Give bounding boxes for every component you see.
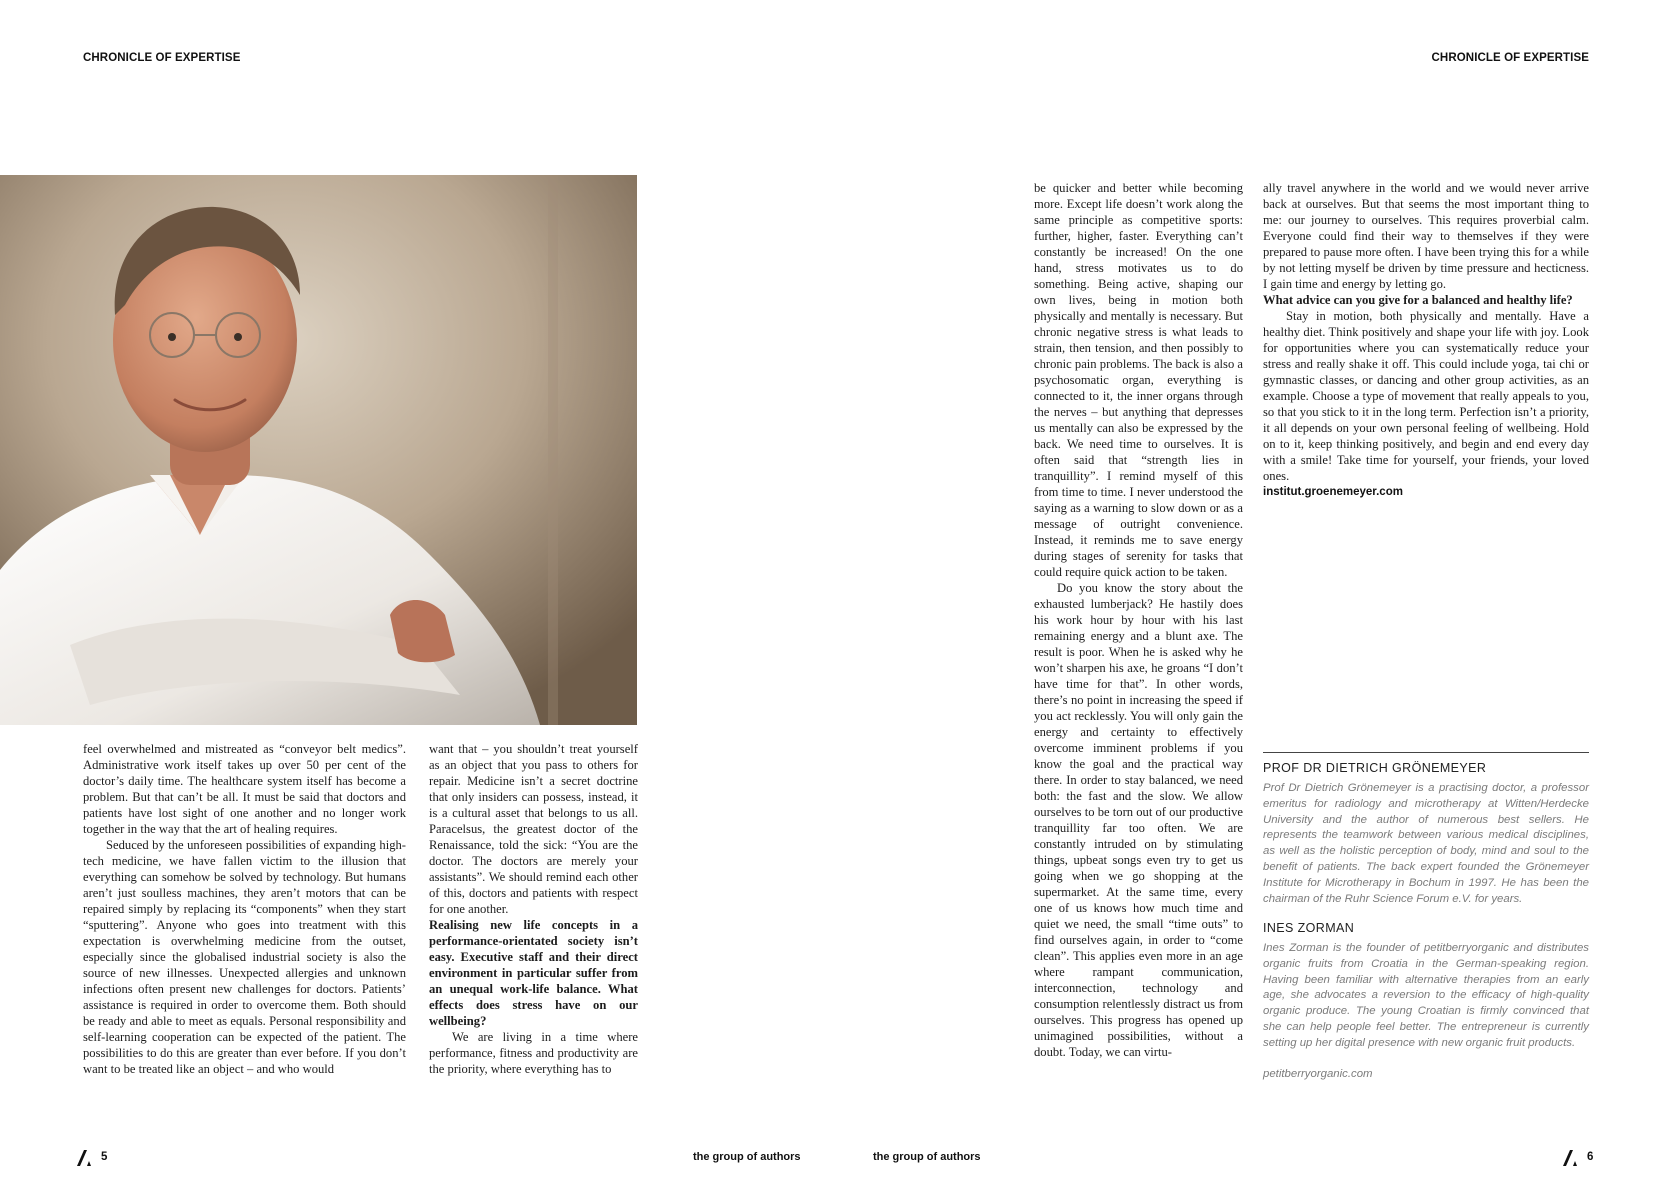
author-bio bbox=[1263, 761, 1589, 907]
article-column-3 bbox=[1034, 180, 1243, 1060]
paragraph: Do you know the story about the exhausted lumberjack? He hastily does his work hour by hour with his last remaining energy and a blunt axe. The result is poor. When he is asked why he won’t sharpen his axe, he groans “I don’t have time for that”. In other words, there’s no point in increasing the speed if you act recklessly. You will only gain the energy and certainty to effectively overcome imminent problems if you know the goal and the practical way there. In order to stay balanced, we need both: the fast and the slow. We allow ourselves to be torn out of our productive tranquillity far too often. We are constantly intruded on by stimulating things, upbeat songs even try to get us going when we go shopping at the supermarket. At the same time, every one of us knows how much time and quiet we need, the small “time outs” to find ourselves again, in order to “come clean”. This applies even more in an age where rampant communication, interconnection, technology and consumption relentlessly distract us from ourselves. This progress has opened up unimagined possibilities, without a doubt. Today, we can virtu- bbox=[1034, 581, 1243, 1059]
magazine-logo-icon bbox=[75, 1149, 93, 1167]
paragraph: ally travel anywhere in the world and we would never arrive back at ourselves. But that seems the most important thing to me: our journey to ourselves. This requires proverbial calm. Everyone could find their way to themselves if they were prepared to pause more often. I have been trying this for a while by not letting myself be driven by time pressure and hecticness. I gain time and energy by letting go. bbox=[1263, 181, 1589, 291]
article-column-4 bbox=[1263, 180, 1589, 500]
author-bio bbox=[1263, 921, 1589, 1080]
running-head-right: CHRONICLE OF EXPERTISE bbox=[1431, 52, 1589, 64]
portrait-photo bbox=[0, 175, 637, 725]
paragraph: Seduced by the unforeseen possibilities of expanding high-tech medicine, we have fallen victim to the illusion that everything can somehow be solved by technology. But humans aren’t just soulless machines, they aren’t motors that can be repaired simply by replacing its “components” when they start “sputtering”. Anyone who goes into treatment with this expectation is overwhelming medicine from the outset, especially since the globalised industrial society is also the source of new illnesses. Unexpected allergies and unknown infections often present new challenges for doctors. Patients’ assistance is required in order to overcome them. Both should be ready and able to meet as equals. Personal responsibility and self-learning cooperation can be expected of the patient. The possibilities to do this are greater than ever before. If you don’t want to be treated like an object – and who would bbox=[83, 838, 406, 1076]
footer-credit-right: the group of authors bbox=[873, 1151, 981, 1163]
bio-divider bbox=[1263, 752, 1589, 753]
paragraph: feel overwhelmed and mistreated as “conveyor belt medics”. Administrative work itself takes up over 50 per cent of the doctor’s daily time. The healthcare system itself has become a problem. But that can’t be all. It must be said that doctors and patients have lost sight of one another and no longer work together in the way that the art of healing requires. bbox=[83, 742, 406, 836]
magazine-logo-icon bbox=[1561, 1149, 1579, 1167]
paragraph: be quicker and better while becoming more. Except life doesn’t work along the same principle as competitive sports: further, higher, faster. Everything can’t constantly be increased! On the one hand, stress motivates us to do something. Being active, shaping our own lives, being in motion both physically and mentally is necessary. But chronic negative stress is what leads to strain, then tension, and then possibly to chronic pain problems. The back is also a psychosomatic organ, everything is connected to it, the inner organs through the nerves – but anything that depresses us mentally can also be expressed by the back. We need time to ourselves. It is often said that “strength lies in tranquillity”. I remind myself of this from time to time. I never understood the saying as a warning to slow down or as a message of outright convenience. Instead, it reminds me to save energy during stages of serenity for tasks that could require quick action to be taken. bbox=[1034, 181, 1243, 579]
paragraph: want that – you shouldn’t treat yourself as an object that you pass to others for repair. Medicine isn’t a secret doctrine that only insiders can possess, instead, it is a cultural asset that belongs to us all. Paracelsus, the greatest doctor of the Renaissance, told the sick: “You are the doctor. The doctors are merely your assistants”. We should remind each other of this, doctors and patients with respect for one another. bbox=[429, 742, 638, 916]
paragraph: We are living in a time where performance, fitness and productivity are the priority, where everything has to bbox=[429, 1030, 638, 1076]
author-description: Ines Zorman is the founder of petitberryorganic and distributes organic fruits from Croatia in the German-speaking region. Having been familiar with alternative therapies from an early age, she advocates a reversion to the efficacy of high-quality organic produce. The young Croatian is firmly convinced that she can help people feel better. The entrepreneur is currently setting up her digital presence with new organic fruit products. bbox=[1263, 942, 1589, 1049]
running-head-left: CHRONICLE OF EXPERTISE bbox=[83, 52, 241, 64]
author-name: INES ZORMAN bbox=[1263, 921, 1355, 935]
interview-question: What advice can you give for a balanced and healthy life? bbox=[1263, 293, 1573, 307]
website-link[interactable]: institut.groenemeyer.com bbox=[1263, 486, 1403, 498]
author-website-link[interactable]: petitberryorganic.com bbox=[1263, 1067, 1373, 1080]
page-number-right: 6 bbox=[1587, 1151, 1594, 1163]
footer-credit-left: the group of authors bbox=[693, 1151, 801, 1163]
page-number-left: 5 bbox=[101, 1151, 108, 1163]
author-name: PROF DR DIETRICH GRÖNEMEYER bbox=[1263, 761, 1487, 775]
article-column-1 bbox=[83, 741, 406, 1077]
author-description: Prof Dr Dietrich Grönemeyer is a practising doctor, a professor emeritus for radiology and microtherapy at Witten/Herdecke University and the author of numerous best sellers. He represents the teamwork between various medical disciplines, as well as the holistic perception of body, mind and soul to the benefit of patients. The back expert founded the Grönemeyer Institute for Microtherapy in Bochum in 1997. He has been the chairman of the Ruhr Science Forum e.V. for years. bbox=[1263, 782, 1589, 905]
article-column-2 bbox=[429, 741, 638, 1077]
paragraph: Stay in motion, both physically and mentally. Have a healthy diet. Think positively and shape your life with joy. Look for opportunities where you can systematically reduce your stress and really shake it off. This could include yoga, tai chi or gymnastic classes, or dancing and other group activities, as an example. Choose a type of movement that really appeals to you, so that you stick to it in the long term. Perfection isn’t a priority, it all depends on your own personal feeling of wellbeing. Hold on to it, keep thinking positively, and begin and end every day with a smile! Take time for yourself, your friends, your loved ones. bbox=[1263, 309, 1589, 483]
interview-question: Realising new life concepts in a performance-orientated society isn’t easy. Executive staff and their direct environment in particular suffer from an unequal work-life balance. What effects does stress have on our wellbeing? bbox=[429, 918, 638, 1028]
